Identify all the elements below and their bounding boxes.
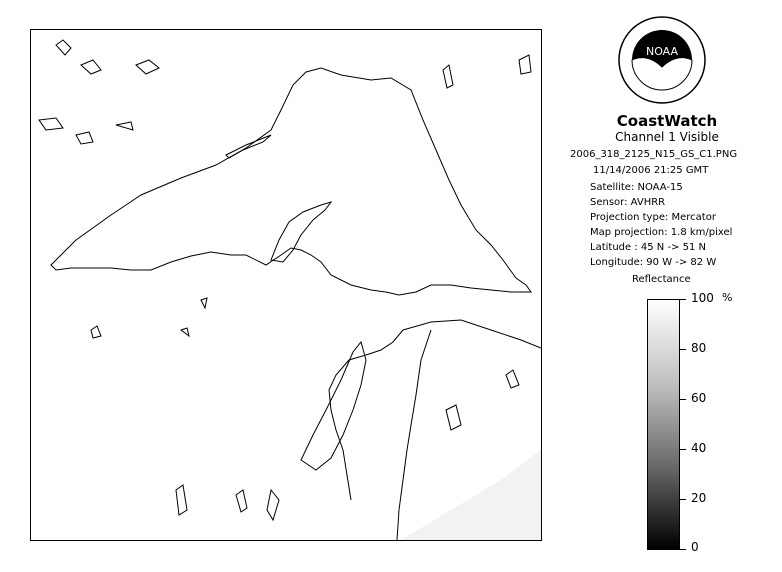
map-projection-label: Map projection: 1.8 km/pixel [590, 227, 733, 238]
island-11 [176, 485, 187, 515]
satellite-label: Satellite: NOAA-15 [590, 182, 683, 193]
longitude-label: Longitude: 90 W -> 82 W [590, 257, 717, 268]
coastline-map [31, 30, 541, 540]
projection-label: Projection type: Mercator [590, 212, 716, 223]
scale-title: Reflectance [632, 274, 691, 285]
datetime-label: 11/14/2006 21:25 GMT [593, 165, 709, 176]
sensor-label: Sensor: AVHRR [590, 197, 666, 208]
island-8 [519, 55, 531, 74]
reflectance-color-scale [647, 299, 680, 550]
upper-peninsula-shore [329, 330, 403, 500]
island-13 [267, 490, 279, 520]
scale-label-60: 60 [691, 391, 707, 405]
filename-label: 2006_318_2125_N15_GS_C1.PNG [570, 149, 738, 160]
channel-label: Channel 1 Visible [615, 130, 719, 144]
scale-tick [680, 349, 686, 350]
lake-michigan-coastline [301, 342, 366, 470]
island-16 [91, 326, 101, 338]
bright-cloud-patch [401, 450, 541, 540]
island-9 [446, 405, 461, 430]
island-2 [81, 60, 101, 74]
lake-huron-coastline [403, 320, 541, 348]
scale-tick [680, 549, 686, 550]
scale-unit: % [722, 291, 733, 304]
island-1 [56, 40, 71, 55]
island-6 [116, 122, 133, 130]
island-7 [443, 65, 453, 88]
latitude-label: Latitude : 45 N -> 51 N [590, 242, 706, 253]
product-title: CoastWatch [616, 112, 718, 130]
michigan-shore [397, 330, 431, 540]
island-4 [39, 118, 63, 130]
lake-superior-coastline [51, 68, 531, 295]
scale-tick [680, 299, 686, 300]
island-15 [181, 328, 189, 336]
island-3 [136, 60, 159, 74]
scale-tick [680, 449, 686, 450]
island-10 [506, 370, 519, 388]
noaa-logo [617, 15, 707, 105]
logo-text: NOAA [645, 45, 679, 58]
scale-label-20: 20 [691, 491, 707, 505]
scale-label-100: 100 [691, 291, 714, 305]
scale-label-40: 40 [691, 441, 707, 455]
scale-label-0: 0 [691, 540, 699, 554]
scale-label-80: 80 [691, 341, 707, 355]
keweenaw-peninsula [271, 202, 331, 262]
island-12 [236, 490, 247, 512]
island-5 [76, 132, 93, 144]
scale-tick [680, 399, 686, 400]
scale-tick [680, 499, 686, 500]
satellite-map-frame[interactable] [30, 29, 542, 541]
island-14 [201, 298, 207, 308]
